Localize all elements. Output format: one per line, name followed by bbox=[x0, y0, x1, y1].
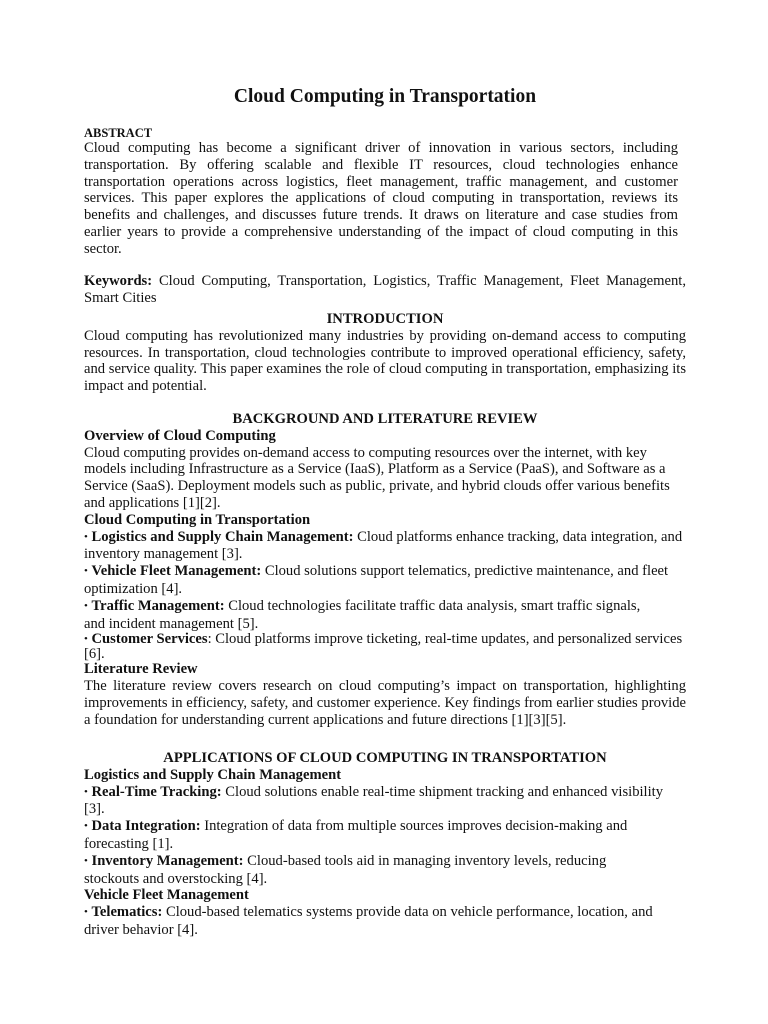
fleet-heading: Vehicle Fleet Management bbox=[84, 887, 249, 904]
list-item-text: Cloud-based telematics systems provide data on vehicle performance, location, and driver behavior [4]. bbox=[84, 904, 653, 938]
list-item bbox=[84, 598, 654, 633]
list-item-text: Cloud technologies facilitate traffic data analysis, smart traffic signals, and incident management [5]. bbox=[84, 597, 641, 632]
list-item bbox=[84, 853, 629, 888]
list-item-label: Customer Services bbox=[91, 631, 208, 648]
list-item-text: Cloud platforms enhance tracking, data integration, and inventory management [3]. bbox=[84, 528, 683, 563]
list-item-label: Real-Time Tracking: bbox=[91, 783, 222, 800]
overview-heading: Overview of Cloud Computing bbox=[84, 427, 276, 444]
abstract-heading: ABSTRACT bbox=[84, 126, 153, 140]
page-title: Cloud Computing in Transportation bbox=[233, 86, 537, 107]
list-item-text: Cloud solutions support telematics, predictive maintenance, and fleet optimization [4]. bbox=[84, 563, 669, 597]
bullet-icon: • bbox=[84, 565, 88, 578]
list-item-label: Inventory Management: bbox=[91, 852, 244, 869]
bullet-icon: • bbox=[84, 633, 88, 646]
background-section bbox=[84, 411, 686, 729]
list-item-label: Telematics: bbox=[91, 904, 163, 921]
bullet-icon: • bbox=[84, 599, 88, 612]
list-item bbox=[84, 904, 686, 939]
bullet-icon: • bbox=[84, 785, 88, 798]
list-item-text: : Cloud platforms improve ticketing, real-time updates, and personalized services [6]. bbox=[84, 631, 683, 663]
list-item bbox=[84, 529, 686, 564]
literature-heading: Literature Review bbox=[84, 661, 198, 678]
list-item-label: Vehicle Fleet Management: bbox=[91, 563, 262, 580]
list-item-label: Logistics and Supply Chain Management: bbox=[91, 528, 354, 545]
literature-text: The literature review covers research on cloud computing’s impact on transportation, highlighting improvements in efficiency, safety, and customer experience. Key findings from earlier studies provide a foundation for understanding current applications and future directions [1][3][5]. bbox=[84, 678, 686, 728]
list-item bbox=[84, 784, 686, 819]
bullet-icon: • bbox=[84, 906, 88, 919]
list-item-label: Data Integration: bbox=[91, 818, 201, 835]
list-item-label: Traffic Management: bbox=[91, 597, 225, 614]
bullet-icon: • bbox=[84, 854, 88, 867]
list-item bbox=[84, 632, 686, 661]
list-item-text: Cloud solutions enable real-time shipment tracking and enhanced visibility [3]. bbox=[84, 783, 664, 818]
background-heading: BACKGROUND AND LITERATURE REVIEW bbox=[232, 411, 538, 427]
overview-text: Cloud computing provides on-demand access to computing resources over the internet, with key models including Infrastructure as a Service (IaaS), Platform as a Service (PaaS), and Software as a Service (SaaS). Deployment models such as public, private, and hybrid clouds offer various benefits and applications [1][2]. bbox=[84, 444, 670, 511]
abstract-text: Cloud computing has become a significant driver of innovation in various sectors, including transportation. By offering scalable and flexible IT resources, cloud technologies enhance transportation operations across logistics, fleet management, traffic management, and customer services. This paper explores the applications of cloud computing in transportation, reviews its benefits and challenges, and discusses future trends. It draws on literature and case studies from earlier years to provide a comprehensive understanding of the impact of cloud computing in this sector. bbox=[84, 140, 678, 257]
list-item-text: Integration of data from multiple sources improves decision-making and forecasting [1]. bbox=[84, 818, 628, 852]
list-item bbox=[84, 563, 686, 598]
applications-heading: APPLICATIONS OF CLOUD COMPUTING IN TRANSPORTATION bbox=[163, 750, 607, 766]
list-item-text: Cloud-based tools aid in managing inventory levels, reducing stockouts and overstocking [4]. bbox=[84, 852, 607, 887]
abstract-section bbox=[84, 126, 686, 258]
logistics-heading: Logistics and Supply Chain Management bbox=[84, 766, 342, 783]
introduction-text: Cloud computing has revolutionized many industries by providing on-demand access to computing resources. In transportation, cloud technologies contribute to improved operational efficiency, safety, and service quality. This paper examines the role of cloud computing in transportation, emphasizing its impact and potential. bbox=[84, 327, 686, 395]
keywords-text: Cloud Computing, Transportation, Logistics, Traffic Management, Fleet Management, Smart Cities bbox=[84, 273, 686, 306]
applications-section bbox=[84, 750, 686, 939]
cct-heading: Cloud Computing in Transportation bbox=[84, 511, 311, 528]
introduction-section bbox=[84, 311, 686, 395]
bullet-icon: • bbox=[84, 530, 88, 543]
list-item bbox=[84, 818, 686, 853]
keywords-section bbox=[84, 273, 686, 307]
bullet-icon: • bbox=[84, 820, 88, 833]
keywords-label: Keywords: bbox=[84, 273, 153, 289]
introduction-heading: INTRODUCTION bbox=[326, 311, 444, 327]
